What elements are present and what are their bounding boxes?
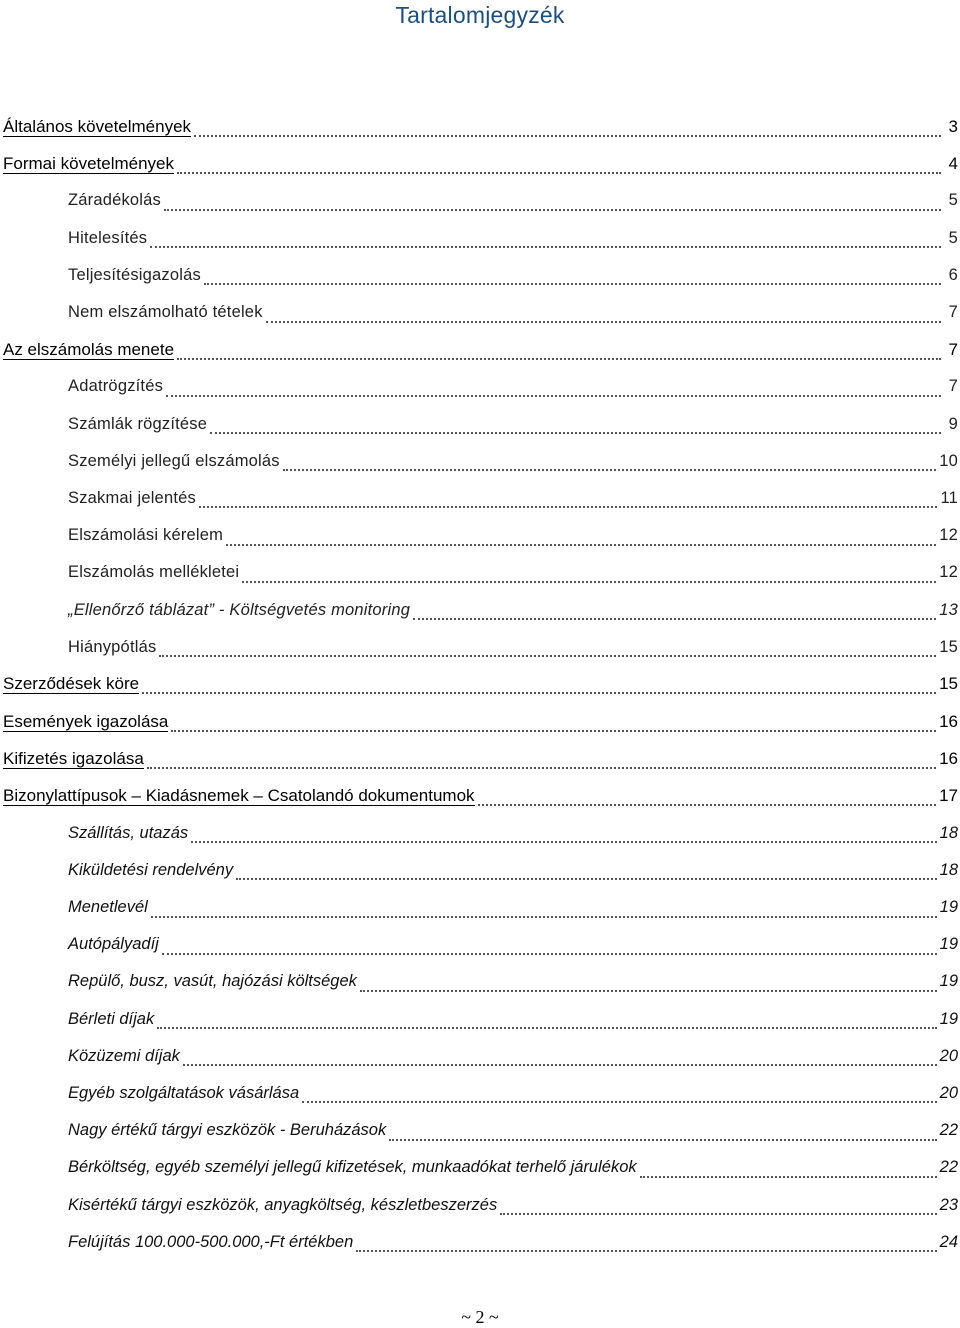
toc-entry-label: Kiküldetési rendelvény <box>68 860 234 879</box>
toc-entry[interactable] <box>0 257 960 294</box>
toc-page-number: 7 <box>948 303 958 322</box>
table-of-contents <box>0 108 960 1261</box>
toc-leader-dots <box>204 271 941 285</box>
toc-leader-dots <box>147 755 936 769</box>
toc-page-number: 19 <box>939 972 958 991</box>
toc-leader-dots <box>164 197 941 211</box>
toc-entry[interactable] <box>0 1038 960 1075</box>
toc-page-number: 18 <box>939 860 958 879</box>
toc-entry-label: Formai követelmények <box>3 153 175 173</box>
toc-page-number: 16 <box>939 711 958 731</box>
toc-entry[interactable] <box>0 1224 960 1261</box>
toc-page-number: 18 <box>939 823 958 842</box>
toc-entry[interactable] <box>0 963 960 1000</box>
toc-leader-dots <box>236 866 937 880</box>
toc-entry[interactable] <box>0 852 960 889</box>
toc-entry[interactable] <box>0 554 960 591</box>
toc-page-number: 20 <box>939 1046 958 1065</box>
toc-leader-dots <box>283 457 936 471</box>
toc-entry[interactable] <box>0 591 960 628</box>
toc-entry-label: Számlák rögzítése <box>68 414 208 433</box>
toc-leader-dots <box>194 123 941 137</box>
toc-leader-dots <box>500 1201 936 1215</box>
toc-leader-dots <box>183 1052 937 1066</box>
toc-entry[interactable] <box>0 777 960 814</box>
toc-page-number: 20 <box>939 1083 958 1102</box>
toc-entry-label: Bérköltség, egyéb személyi jellegű kifizetések, munkaadókat terhelő járulékok <box>68 1158 637 1177</box>
toc-page-number: 13 <box>939 600 958 619</box>
toc-entry[interactable] <box>0 666 960 703</box>
toc-entry[interactable] <box>0 220 960 257</box>
toc-entry[interactable] <box>0 406 960 443</box>
toc-entry[interactable] <box>0 331 960 368</box>
toc-page-number: 9 <box>948 414 958 433</box>
toc-page-number: 12 <box>939 526 958 545</box>
toc-entry-label: Események igazolása <box>3 711 169 731</box>
toc-entry-label: Menetlevél <box>68 898 148 917</box>
toc-page-number: 15 <box>939 637 958 656</box>
toc-leader-dots <box>162 941 937 955</box>
toc-leader-dots <box>177 346 941 360</box>
toc-entry-label: Bérleti díjak <box>68 1009 155 1028</box>
toc-entry-label: Szakmai jelentés <box>68 488 196 507</box>
toc-entry[interactable] <box>0 108 960 145</box>
toc-page-number: 16 <box>939 748 958 768</box>
toc-entry-label: Nagy értékű tárgyi eszközök - Beruházások <box>68 1121 387 1140</box>
toc-entry[interactable] <box>0 740 960 777</box>
toc-leader-dots <box>413 606 936 620</box>
toc-entry[interactable] <box>0 926 960 963</box>
toc-page-number: 19 <box>939 1009 958 1028</box>
toc-entry-label: Egyéb szolgáltatások vásárlása <box>68 1083 300 1102</box>
toc-entry-label: Közüzemi díjak <box>68 1046 180 1065</box>
toc-entry-label: Hiánypótlás <box>68 637 157 656</box>
toc-page-number: 5 <box>948 191 958 210</box>
toc-leader-dots <box>150 234 941 248</box>
page-number-footer: ~ 2 ~ <box>461 1307 499 1327</box>
toc-leader-dots <box>266 309 941 323</box>
toc-leader-dots <box>640 1164 937 1178</box>
toc-entry-label: Bizonylattípusok – Kiadásnemek – Csatolandó dokumentumok <box>3 785 475 805</box>
toc-page-number: 5 <box>948 228 958 247</box>
toc-entry-label: Repülő, busz, vasút, hajózási költségek <box>68 972 357 991</box>
toc-entry-label: Adatrögzítés <box>68 377 164 396</box>
toc-entry-label: Szerződések köre <box>3 674 140 694</box>
toc-leader-dots <box>157 1015 936 1029</box>
toc-entry-label: Általános követelmények <box>3 116 192 136</box>
toc-entry[interactable] <box>0 145 960 182</box>
toc-entry[interactable] <box>0 517 960 554</box>
toc-entry-label: Hitelesítés <box>68 228 148 247</box>
toc-entry[interactable] <box>0 294 960 331</box>
toc-page-number: 24 <box>939 1232 958 1251</box>
toc-entry-label: Teljesítésigazolás <box>68 265 201 284</box>
toc-entry[interactable] <box>0 182 960 219</box>
toc-page-number: 6 <box>948 265 958 284</box>
toc-entry-label: Kifizetés igazolása <box>3 748 144 768</box>
toc-entry[interactable] <box>0 889 960 926</box>
toc-entry[interactable] <box>0 1112 960 1149</box>
toc-leader-dots <box>242 569 936 583</box>
toc-page-number: 23 <box>939 1195 958 1214</box>
toc-entry-label: Az elszámolás menete <box>3 339 175 359</box>
toc-entry[interactable] <box>0 368 960 405</box>
toc-leader-dots <box>302 1089 937 1103</box>
toc-page-number: 7 <box>948 377 958 396</box>
toc-leader-dots <box>226 532 936 546</box>
toc-entry[interactable] <box>0 1186 960 1223</box>
toc-entry[interactable] <box>0 1149 960 1186</box>
toc-leader-dots <box>478 792 937 806</box>
toc-entry-label: „Ellenőrző táblázat” - Költségvetés monitoring <box>68 600 411 619</box>
toc-leader-dots <box>171 718 936 732</box>
toc-leader-dots <box>142 680 936 694</box>
toc-entry[interactable] <box>0 480 960 517</box>
toc-page-number: 7 <box>948 339 958 359</box>
toc-leader-dots <box>177 160 941 174</box>
toc-entry-label: Kisértékű tárgyi eszközök, anyagköltség, készletbeszerzés <box>68 1195 498 1214</box>
toc-entry[interactable] <box>0 815 960 852</box>
toc-leader-dots <box>159 643 936 657</box>
toc-page-number: 19 <box>939 935 958 954</box>
toc-page-number: 17 <box>939 785 958 805</box>
toc-entry[interactable] <box>0 629 960 666</box>
toc-entry-label: Autópályadíj <box>68 935 159 954</box>
toc-entry[interactable] <box>0 1075 960 1112</box>
toc-entry-label: Szállítás, utazás <box>68 823 189 842</box>
page-title: Tartalomjegyzék <box>395 2 565 28</box>
toc-leader-dots <box>199 494 938 508</box>
toc-leader-dots <box>356 1238 936 1252</box>
toc-leader-dots <box>151 904 937 918</box>
toc-page-number: 4 <box>948 153 958 173</box>
toc-page-number: 11 <box>940 488 958 507</box>
toc-entry-label: Elszámolás mellékletei <box>68 563 240 582</box>
toc-entry-label: Elszámolási kérelem <box>68 526 224 545</box>
toc-entry-label: Nem elszámolható tételek <box>68 303 263 322</box>
toc-page-number: 22 <box>939 1121 958 1140</box>
toc-leader-dots <box>166 383 941 397</box>
toc-entry-label: Felújítás 100.000-500.000,-Ft értékben <box>68 1232 354 1251</box>
toc-leader-dots <box>191 829 937 843</box>
toc-page-number: 12 <box>939 563 958 582</box>
toc-page-number: 22 <box>939 1158 958 1177</box>
toc-page-number: 15 <box>939 674 958 694</box>
toc-page-number: 3 <box>948 116 958 136</box>
toc-page-number: 10 <box>939 451 958 470</box>
toc-entry[interactable] <box>0 443 960 480</box>
toc-entry[interactable] <box>0 1001 960 1038</box>
toc-page-number: 19 <box>939 898 958 917</box>
toc-leader-dots <box>360 978 937 992</box>
toc-entry-label: Záradékolás <box>68 191 161 210</box>
toc-leader-dots <box>210 420 941 434</box>
toc-leader-dots <box>389 1127 936 1141</box>
toc-entry-label: Személyi jellegű elszámolás <box>68 451 280 470</box>
toc-entry[interactable] <box>0 703 960 740</box>
